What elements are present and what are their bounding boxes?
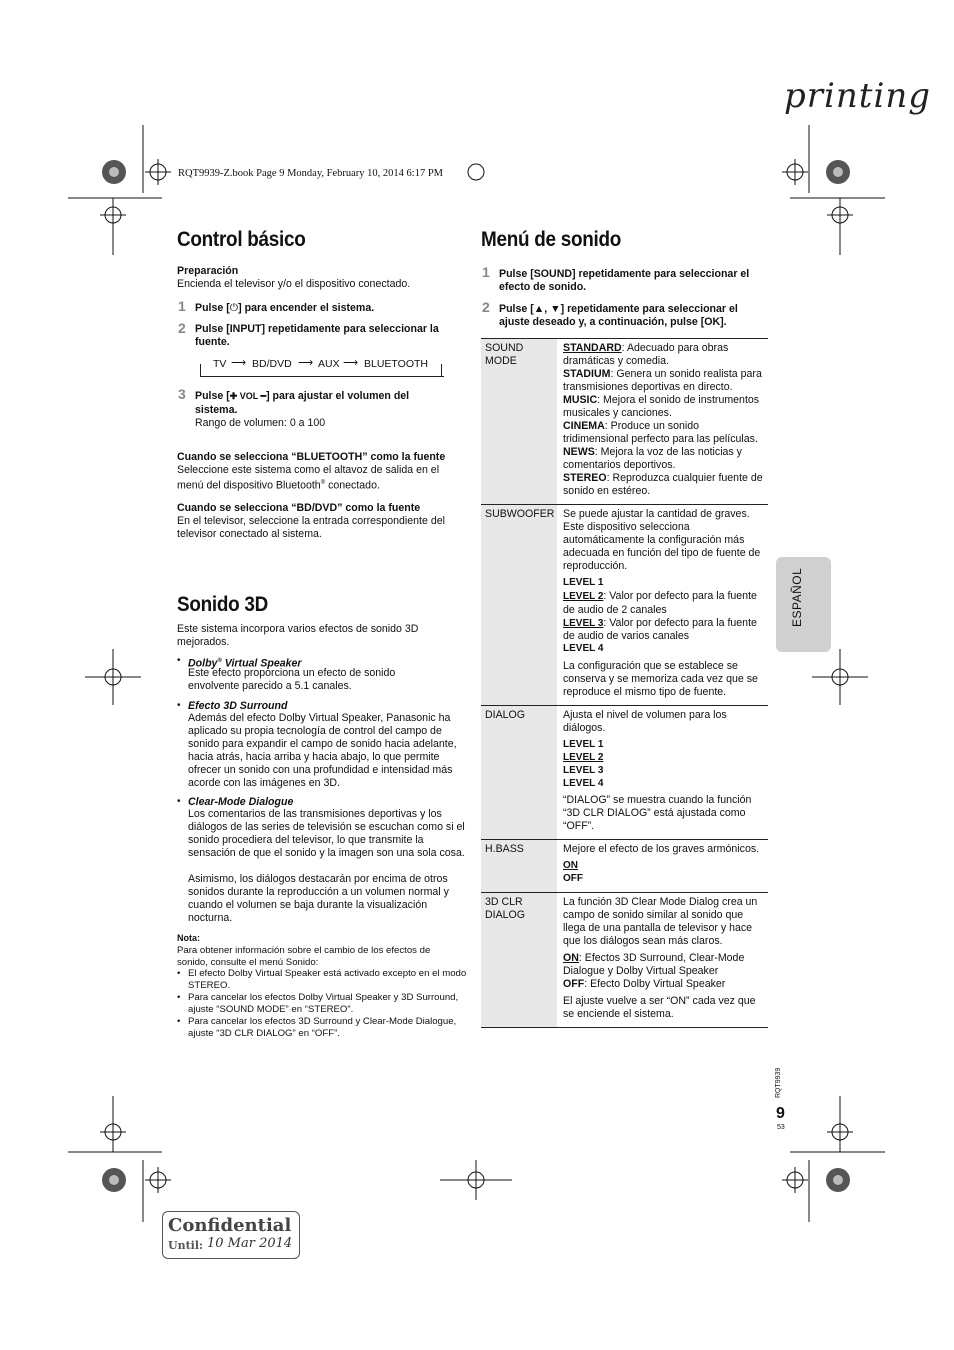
section-title-sonido3d: Sonido 3D (177, 593, 269, 616)
step-1-text: Pulse [⏻] para encender el sistema. (195, 302, 375, 314)
row-description: La función 3D Clear Mode Dialog crea un campo de sonido similar al sonido que llega de una pantalla de televisor y hace que los diálogos sean más claros. ON: Efectos 3D Surround, Clear-Mode Dialogue y Dolby Virtual Speaker OFF: Efecto Dolby Virtual Speaker El ajuste vuelve a ser “ON” cada vez que se enciende el sistema. (563, 895, 758, 1020)
step-number: 3 (178, 386, 186, 402)
page-sub-number: 53 (777, 1124, 785, 1131)
table-row (481, 839, 768, 892)
section-title-control: Control básico (177, 228, 306, 251)
volume-range: Rango de volumen: 0 a 100 (195, 417, 326, 429)
step-2-text: Pulse [INPUT] repetidamente para seleccionar la fuente. (195, 323, 439, 348)
prep-label: Preparación (177, 265, 239, 277)
arrow-right-icon: ⟶ (343, 357, 359, 369)
vol-button-icon: ✚ VOL ━ (229, 391, 267, 401)
step-3-text: Pulse [✚ VOL ━] para ajustar el volumen del (195, 390, 410, 402)
list-item: • El efecto Dolby Virtual Speaker está activado excepto en el modo STEREO. (177, 968, 467, 991)
menu-step-2: Pulse [▲, ▼] repetidamente para seleccionar el ajuste deseado y, a continuación, pulse [OK]. (499, 303, 738, 328)
flow-item: AUX (318, 358, 340, 370)
section-title-menu: Menú de sonido (481, 228, 622, 251)
nota-list (177, 968, 467, 1040)
effect-name: Clear-Mode Dialogue (188, 796, 294, 808)
flow-item: BLUETOOTH (364, 358, 428, 370)
list-item: • Para cancelar los efectos Dolby Virtual Speaker y 3D Surround, ajuste “SOUND MODE” en “STEREO”. (177, 992, 459, 1015)
row-description: STANDARD: Adecuado para obras dramáticas y comedia. STADIUM: Genera un sonido realista para transmisiones deportivas en directo. MUSIC: Mejora el sonido de instrumentos musicales y canciones. CINEMA: Produce un sonido tridimensional perfecto para las películas. NEWS: Mejora la voz de las noticias y comentarios deportivos. STEREO: Reproduzca cualquier fuente de sonido en estéreo. (563, 342, 763, 497)
effect-text-2: Asimismo, los diálogos destacarán por encima de otros sonidos durante la reproducción a un volumen normal y cuando el volumen se baja durante la visualización nocturna. (188, 873, 449, 924)
step-number: 1 (482, 264, 490, 280)
effect-text: Los comentarios de las transmisiones deportivas y los diálogos de las series de televisión se escuchan como si el sonido procediera del televisor, lo que transmite la sensación de que el sonido y la imagen son una sola cosa. (188, 808, 465, 859)
arrow-right-icon: ⟶ (298, 357, 314, 369)
step-number: 2 (482, 299, 490, 315)
row-label: DIALOG (481, 706, 557, 839)
bullet-icon: • (177, 796, 181, 807)
table-row (481, 338, 768, 504)
confidential-title: Confidential (168, 1215, 292, 1236)
prep-text: Encienda el televisor y/o el dispositivo conectado. (177, 278, 411, 290)
list-item: • Para cancelar los efectos 3D Surround y Clear-Mode Dialogue, ajuste “3D CLR DIALOG” en “OFF”. (177, 1016, 457, 1039)
nota-text: Para obtener información sobre el cambio de los efectos de sonido, consulte el menú Sonido: (177, 945, 431, 968)
confidential-date: 10 Mar 2014 (207, 1236, 293, 1251)
table-row (481, 892, 768, 1028)
step-3-text-cont: sistema. (195, 404, 238, 416)
effect-name: Dolby® Virtual Speaker (188, 657, 302, 670)
sonido3d-intro: Este sistema incorpora varios efectos de sonido 3D mejorados. (177, 623, 419, 648)
bd-text: En el televisor, seleccione la entrada correspondiente del televisor conectado al sistema. (177, 515, 445, 540)
doc-code: RQT9939 (775, 1067, 782, 1098)
flow-item: BD/DVD (252, 358, 292, 370)
step-number: 1 (178, 298, 186, 314)
row-label: 3D CLR DIALOG (481, 893, 557, 1027)
language-tab (776, 557, 831, 652)
language-tab-label: ESPAÑOL (790, 567, 804, 627)
book-info-line: RQT9939-Z.book Page 9 Monday, February 10, 2014 6:17 PM (178, 168, 444, 179)
row-description: Se puede ajustar la cantidad de graves. Este dispositivo selecciona automáticamente la configuración más adecuada en función del tipo de fuente de reproducción. LEVEL 1 LEVEL 2: Valor por defecto para la fuente de audio de 2 canales LEVEL 3: Valor por defecto para la fuente de audio de varios canales LEVEL 4 La configuración que se establece se conserva y se memoriza cada vez que se reproduce el mismo tipo de fuente. (563, 508, 761, 699)
row-label: H.BASS (481, 840, 557, 892)
input-flow-diagram (200, 357, 444, 377)
bullet-icon: • (177, 700, 181, 711)
row-label: SUBWOOFER (481, 505, 557, 705)
row-label: SOUND MODE (481, 339, 557, 504)
effect-text: Este efecto proporciona un efecto de sonido envolvente parecido a 5.1 canales. (188, 667, 396, 692)
arrow-right-icon: ⟶ (231, 357, 247, 369)
table-row (481, 705, 768, 839)
table-row (481, 504, 768, 705)
row-description: Mejore el efecto de los graves armónicos. ON OFF (563, 843, 760, 885)
page-number: 9 (776, 1105, 785, 1122)
bt-text-cont: menú del dispositivo Bluetooth® conectado. (177, 479, 380, 492)
flow-item: TV (213, 358, 227, 370)
confidential-stamp (162, 1211, 300, 1259)
nota-label: Nota: (177, 933, 200, 943)
menu-step-1: Pulse [SOUND] repetidamente para seleccionar el efecto de sonido. (499, 268, 750, 293)
confidential-until-label: Until: (168, 1239, 204, 1252)
effect-name: Efecto 3D Surround (188, 700, 288, 712)
row-description: Ajusta el nivel de volumen para los diálogos. LEVEL 1 LEVEL 2 LEVEL 3 LEVEL 4 “DIALOG” se muestra cuando la función “3D CLR DIALOG” está ajustada como “OFF”. (563, 709, 752, 833)
power-icon: ⏻ (229, 302, 239, 314)
bt-heading: Cuando se selecciona “BLUETOOTH” como la fuente (177, 451, 446, 463)
step-number: 2 (178, 320, 186, 336)
sound-menu-table (481, 338, 768, 1028)
effect-text: Además del efecto Dolby Virtual Speaker, Panasonic ha aplicado su propia tecnología de control del campo de sonido para expandir el campo de sonido hacia adelante, hacia atrás, hacia arriba y hacia abajo, lo que permite ofrecer un sonido con una profundidad e intensidad más acorde con las imágenes en 3D. (188, 712, 457, 789)
bd-heading: Cuando se selecciona “BD/DVD” como la fuente (177, 502, 421, 514)
bt-text: Seleccione este sistema como el altavoz de salida en el (177, 464, 440, 476)
bullet-icon: • (177, 655, 181, 666)
printing-stamp: printing (784, 76, 931, 116)
